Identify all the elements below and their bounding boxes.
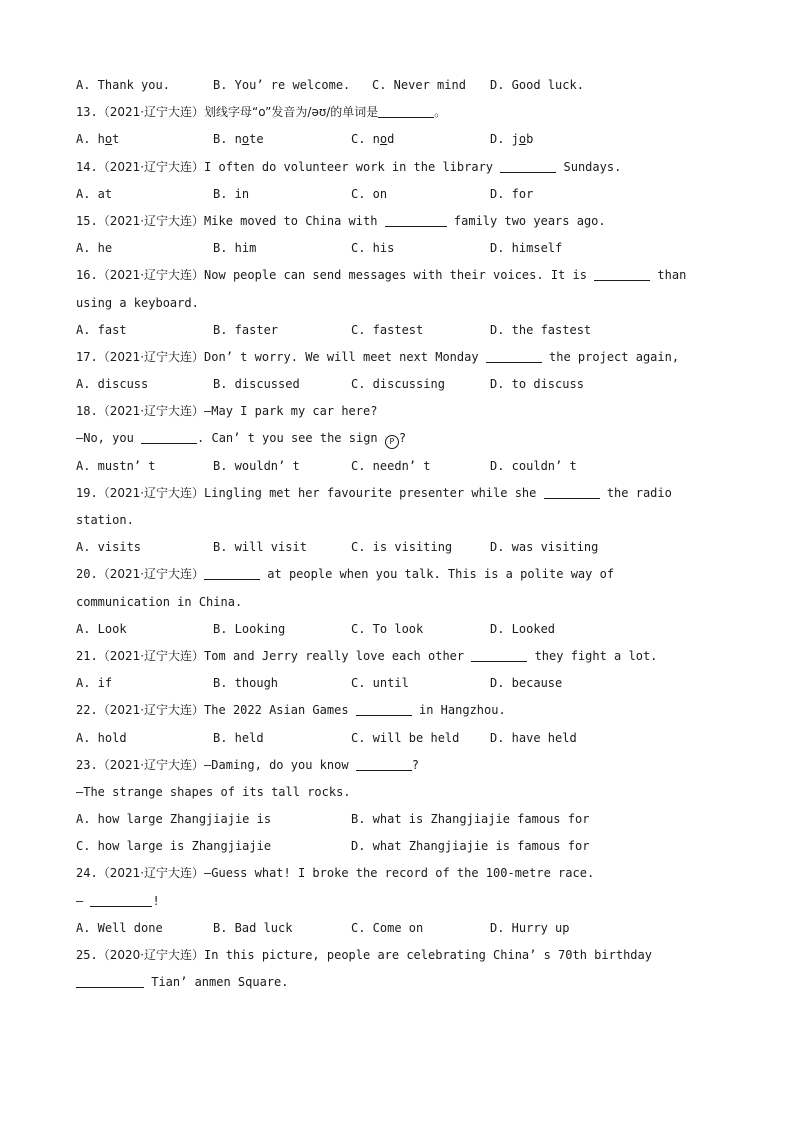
q24-options (76, 915, 716, 942)
q19-stem-cont: station. (76, 513, 134, 527)
answer-blank (141, 431, 197, 444)
q15-option-b: B. him (213, 241, 257, 256)
q16-stem-cont: using a keyboard. (76, 295, 199, 310)
q16-option-a: A. fast (76, 322, 127, 337)
q20-stem-cont: communication in China. (76, 594, 243, 609)
q21-option-b: B. though (213, 676, 279, 691)
q23-options-row2 (76, 833, 716, 860)
q12-option-c: C. Never mind (372, 78, 466, 92)
q12-option-b: B. You’ re welcome. (213, 78, 351, 92)
answer-blank (76, 975, 144, 988)
answer-blank (385, 214, 447, 227)
q15-options (76, 235, 716, 262)
q22-stem: 22.（2021·辽宁大连）The 2022 Asian Games in Hangzhou. (76, 703, 506, 718)
q16-option-b: B. faster (213, 322, 279, 337)
q12-option-a: A. Thank you. (76, 78, 170, 92)
q13-option-b: B. note (213, 132, 264, 147)
q23-stem-cont: —The strange shapes of its tall rocks. (76, 784, 351, 799)
q17-option-a: A. discuss (76, 377, 149, 392)
q24-option-a: A. Well done (76, 920, 163, 935)
q15-option-d: D. himself (490, 241, 563, 256)
answer-blank (90, 894, 152, 907)
q19-option-d: D. was visiting (490, 540, 599, 555)
q17-option-b: B. discussed (213, 377, 300, 392)
q15-stem: 15.（2021·辽宁大连）Mike moved to China with family two years ago. (76, 213, 606, 228)
q18-options (76, 453, 716, 480)
answer-blank (544, 486, 600, 499)
q21-stem: 21.（2021·辽宁大连）Tom and Jerry really love each other they fight a lot. (76, 648, 658, 663)
answer-blank (356, 758, 412, 771)
q15-option-a: A. he (76, 241, 113, 256)
q19-option-c: C. is visiting (351, 540, 453, 555)
q21-option-d: D. because (490, 676, 563, 691)
q14-options (76, 181, 716, 208)
q14-stem: 14.（2021·辽宁大连）I often do volunteer work in the library Sundays. (76, 159, 622, 174)
q16-options (76, 317, 716, 344)
q25-stem: 25.（2020·辽宁大连）In this picture, people are celebrating China’ s 70th birthday (76, 948, 652, 962)
q20-option-a: A. Look (76, 621, 127, 636)
q17-option-d: D. to discuss (490, 377, 584, 392)
q15-option-c: C. his (351, 241, 395, 256)
q22-options (76, 725, 716, 752)
q21-option-c: C. until (351, 676, 409, 691)
q23-stem: 23.（2021·辽宁大连）—Daming, do you know ? (76, 757, 419, 772)
q22-option-c: C. will be held (351, 730, 460, 745)
q18-stem-cont: —No, you . Can’ t you see the sign P ? (76, 425, 716, 452)
answer-blank (486, 350, 542, 363)
q24-option-c: C. Come on (351, 920, 424, 935)
q12-option-d: D. Good luck. (490, 78, 584, 92)
q25-stem-cont: Tian’ anmen Square. (76, 969, 716, 996)
q19-stem: 19.（2021·辽宁大连）Lingling met her favourite presenter while she the radio (76, 485, 672, 500)
q24-option-d: D. Hurry up (490, 920, 570, 935)
q22-option-b: B. held (213, 730, 264, 745)
q18-option-d: D. couldn’ t (490, 458, 577, 473)
q12-options (76, 72, 716, 99)
q13-option-d: D. job (490, 132, 534, 147)
q17-stem: 17.（2021·辽宁大连）Don’ t worry. We will meet next Monday the project again, (76, 349, 680, 364)
q23-options-row1 (76, 806, 716, 833)
q13-options (76, 126, 716, 153)
q14-option-b: B. in (213, 186, 250, 201)
answer-blank (471, 649, 527, 662)
q13-option-a: A. hot (76, 132, 120, 147)
q17-options (76, 371, 716, 398)
q22-option-d: D. have held (490, 730, 577, 745)
q13-option-c: C. nod (351, 132, 395, 147)
q14-option-d: D. for (490, 186, 534, 201)
parking-sign-icon: P (385, 435, 399, 449)
q23-option-c: C. how large is Zhangjiajie (76, 839, 272, 854)
q20-option-d: D. Looked (490, 621, 556, 636)
answer-blank (594, 268, 650, 281)
q21-options (76, 670, 716, 697)
q17-option-c: C. discussing (351, 377, 445, 392)
q19-option-a: A. visits (76, 540, 142, 555)
q23-option-d: D. what Zhangjiajie is famous for (351, 839, 590, 854)
q20-options (76, 616, 716, 643)
q14-option-a: A. at (76, 186, 113, 201)
q18-option-a: A. mustn’ t (76, 458, 156, 473)
q18-option-b: B. wouldn’ t (213, 458, 300, 473)
q23-option-b: B. what is Zhangjiajie famous for (351, 812, 590, 827)
q24-option-b: B. Bad luck (213, 920, 293, 935)
q24-stem: 24.（2021·辽宁大连）—Guess what! I broke the record of the 100-metre race. (76, 866, 595, 881)
q13-stem: 13.（2021·辽宁大连）划线字母“o”发音为/əʊ/的单词是 。 (76, 105, 447, 120)
q16-option-d: D. the fastest (490, 322, 592, 337)
q14-option-c: C. on (351, 186, 388, 201)
q20-option-b: B. Looking (213, 621, 286, 636)
q16-option-c: C. fastest (351, 322, 424, 337)
answer-blank (500, 160, 556, 173)
q21-option-a: A. if (76, 676, 113, 691)
q19-options (76, 534, 716, 561)
q18-option-c: C. needn’ t (351, 458, 431, 473)
q24-stem-cont: — ! (76, 893, 160, 908)
q20-stem: 20.（2021·辽宁大连） at people when you talk. This is a polite way of (76, 567, 615, 582)
q19-option-b: B. will visit (213, 540, 307, 555)
answer-blank (204, 567, 260, 580)
q16-stem: 16.（2021·辽宁大连）Now people can send messages with their voices. It is than (76, 268, 687, 283)
q22-option-a: A. hold (76, 730, 127, 745)
answer-blank (378, 105, 434, 118)
q23-option-a: A. how large Zhangjiajie is (76, 812, 272, 827)
document-page (76, 72, 716, 996)
q18-stem: 18.（2021·辽宁大连）—May I park my car here? (76, 404, 378, 419)
answer-blank (356, 703, 412, 716)
q20-option-c: C. To look (351, 621, 424, 636)
